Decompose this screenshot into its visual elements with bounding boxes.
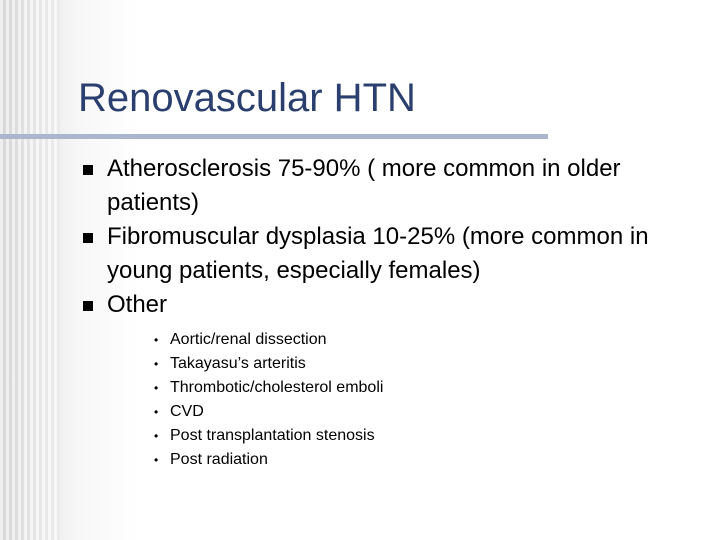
dot-bullet-icon: •: [154, 381, 159, 395]
dot-bullet-icon: •: [154, 357, 159, 371]
sub-bullet-item: [154, 424, 710, 448]
bullet-item-fibromuscular-dysplasia: [80, 220, 710, 288]
sub-bullet-text: Aortic/renal dissection: [170, 331, 327, 348]
slide-title: Renovascular HTN: [78, 76, 416, 120]
dot-bullet-icon: •: [154, 333, 159, 347]
sub-bullet-list: [107, 328, 710, 472]
square-bullet-icon: [83, 165, 93, 175]
sub-bullet-text: Thrombotic/cholesterol emboli: [170, 379, 384, 396]
bullet-item-other: [80, 288, 710, 472]
sub-bullet-item: [154, 448, 710, 472]
sub-bullet-item: [154, 328, 710, 352]
title-underline: [0, 134, 548, 139]
dot-bullet-icon: •: [154, 429, 159, 443]
sub-bullet-text: CVD: [170, 403, 204, 420]
bullet-list: [80, 152, 710, 472]
bullet-text: Atherosclerosis 75-90% ( more common in older patients): [107, 155, 621, 216]
sub-bullet-item: [154, 400, 710, 424]
sub-bullet-item: [154, 376, 710, 400]
sub-bullet-text: Takayasu’s arteritis: [170, 355, 306, 372]
dot-bullet-icon: •: [154, 453, 159, 467]
bullet-item-atherosclerosis: [80, 152, 710, 220]
sub-bullet-item: [154, 352, 710, 376]
dot-bullet-icon: •: [154, 405, 159, 419]
sub-bullet-text: Post radiation: [170, 451, 268, 468]
square-bullet-icon: [83, 233, 93, 243]
square-bullet-icon: [83, 301, 93, 311]
bullet-text: Other: [107, 291, 168, 318]
sub-bullet-text: Post transplantation stenosis: [170, 427, 375, 444]
background-stripes: [0, 0, 60, 540]
bullet-text: Fibromuscular dysplasia 10-25% (more common in young patients, especially females): [107, 223, 649, 284]
